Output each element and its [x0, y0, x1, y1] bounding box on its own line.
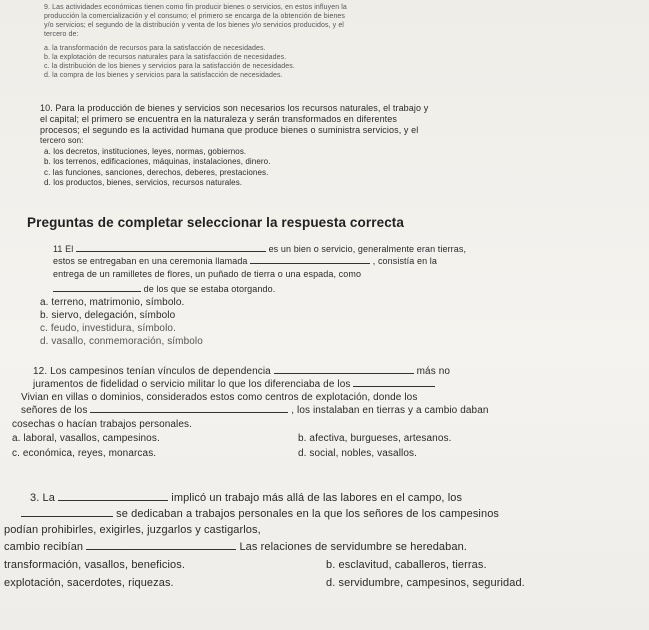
q13-line-1 — [30, 493, 462, 504]
q13-option-b: b. esclavitud, caballeros, tierras. — [326, 559, 487, 571]
q10-line-3: procesos; el segundo es la actividad humana que produce bienes o suministra servicios, y el — [40, 125, 419, 135]
q11-option-c: c. feudo, investidura, símbolo. — [40, 323, 176, 334]
q12-text-6: , los instalaban en tierras y a cambio daban — [291, 405, 489, 416]
q11-line-3: entrega de un ramilletes de flores, un puñado de tierra o una espada, como — [53, 269, 362, 279]
q12-option-d: d. social, nobles, vasallos. — [298, 448, 417, 459]
q13-blank-3 — [86, 549, 236, 550]
q10-option-d: d. los productos, bienes, servicios, recursos naturales. — [44, 178, 243, 187]
q13-number: 3. La — [30, 492, 55, 504]
q9-option-c: c. la distribución de los bienes y servicios para la satisfacción de necesidades. — [44, 63, 295, 70]
q9-option-a: a. la transformación de recursos para la satisfacción de necesidades. — [44, 45, 266, 52]
q10-option-c: c. las funciones, sanciones, derechos, deberes, prestaciones. — [44, 168, 269, 177]
q11-option-a: a. terreno, matrimonio, símbolo. — [40, 297, 185, 308]
q10-line-2: el capital; el primero se encuentra en la naturaleza y serán transformados en diferentes — [40, 114, 397, 124]
q12-line-5: cosechas o hacían trabajos personales. — [12, 419, 193, 430]
q10-option-a: a. los decretos, instituciones, leyes, normas, gobiernos. — [44, 147, 247, 156]
q9-line-4: tercero de: — [44, 31, 79, 38]
q13-text-4: cambio recibían — [4, 541, 84, 553]
q11-line-1 — [53, 245, 466, 254]
q12-line-2 — [33, 380, 435, 390]
q13-line-3: podían prohibirles, exigirles, juzgarlos y castigarlos, — [4, 524, 261, 536]
q12-option-c: c. económica, reyes, monarcas. — [12, 448, 157, 459]
q12-text-3: juramentos de fidelidad o servicio militar lo que los diferenciaba de los — [33, 379, 351, 390]
q12-line-3: Vivian en villas o dominios, considerados estos como centros de explotación, donde los — [21, 392, 418, 403]
q12-text-1: 12. Los campesinos tenían vínculos de dependencia — [33, 366, 271, 377]
q9-line-1: 9. Las actividades económicas tienen como fin producir bienes o servicios, en estos influyen la — [44, 4, 347, 11]
q13-option-a: transformación, vasallos, beneficios. — [4, 559, 186, 571]
q12-text-5: señores de los — [21, 405, 88, 416]
q13-option-d: d. servidumbre, campesinos, seguridad. — [326, 577, 525, 589]
q12-text-2: más no — [416, 366, 451, 377]
q9-option-d: d. la compra de los bienes y servicios para la satisfacción de necesidades. — [44, 72, 283, 79]
q13-text-2: se dedicaban a trabajos personales en la que los señores de los campesinos — [116, 508, 500, 520]
q11-number: 11 El — [53, 244, 74, 254]
q9-line-3: y/o servicios; el segundo de la distribución y venta de los bienes y/o servicios producidos, y el — [44, 22, 344, 29]
q9-option-b: b. la explotación de recursos naturales para la satisfacción de necesidades. — [44, 54, 287, 61]
q10-line-4: tercero son: — [40, 136, 84, 145]
q12-option-b: b. afectiva, burgueses, artesanos. — [298, 433, 452, 444]
q12-option-a: a. laboral, vasallos, campesinos. — [12, 433, 160, 444]
q12-line-4 — [21, 406, 489, 416]
q11-text-5: de los que se estaba otorgando. — [143, 284, 276, 294]
q12-line-1 — [33, 367, 450, 377]
q11-line-4 — [53, 285, 275, 294]
q11-blank-1 — [76, 251, 266, 252]
q10-line-1: 10. Para la producción de bienes y servicios son necesarios los recursos naturales, el trabajo y — [40, 103, 429, 113]
q13-blank-1 — [58, 500, 168, 501]
q13-line-4 — [4, 542, 467, 553]
q13-text-5: Las relaciones de servidumbre se heredaban. — [239, 541, 467, 553]
q13-text-1: implicó un trabajo más allá de las labores en el campo, los — [171, 492, 463, 504]
q13-blank-2 — [21, 516, 113, 517]
q11-line-2 — [53, 257, 437, 266]
q11-text-1: es un bien o servicio, generalmente eran tierras, — [268, 244, 467, 254]
q10-option-b: b. los terrenos, edificaciones, máquinas, instalaciones, dinero. — [44, 157, 271, 166]
q11-blank-2 — [250, 263, 370, 264]
q9-line-2: producción la comercialización y el consumo; el primero se encarga de la obtención de bienes — [44, 13, 346, 20]
q11-text-2: estos se entregaban en una ceremonia llamada — [53, 256, 248, 266]
q12-blank-2 — [353, 386, 435, 387]
q11-text-3: , consistía en la — [372, 256, 437, 266]
q11-blank-3 — [53, 291, 141, 292]
q12-blank-3 — [90, 412, 288, 413]
q12-blank-1 — [274, 373, 414, 374]
section-heading: Preguntas de completar seleccionar la respuesta correcta — [27, 215, 405, 230]
q11-option-b: b. siervo, delegación, símbolo — [40, 310, 176, 321]
q11-option-d: d. vasallo, conmemoración, símbolo — [40, 336, 203, 347]
q13-option-c: explotación, sacerdotes, riquezas. — [4, 577, 174, 589]
q13-line-2 — [21, 509, 499, 520]
